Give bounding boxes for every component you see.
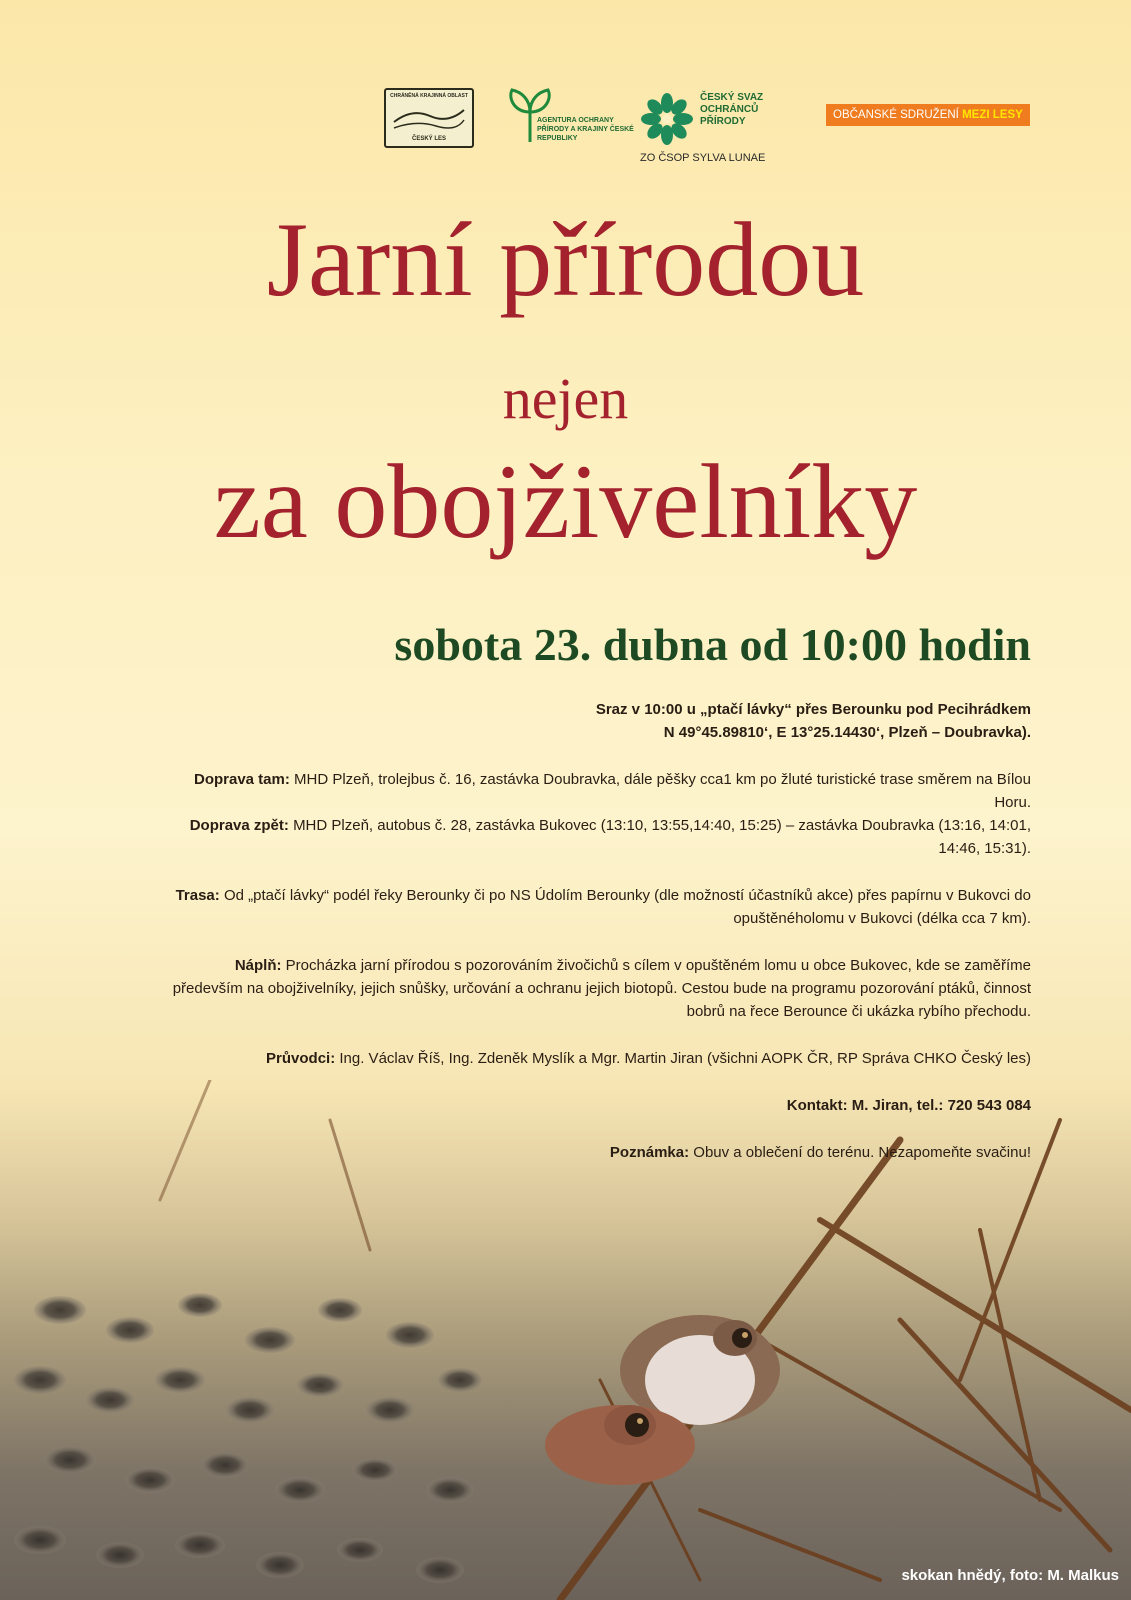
route-label: Trasa: — [175, 887, 220, 904]
guides-text: Ing. Václav Říš, Ing. Zdeněk Myslík a Mgr. Martin Jiran (všichni AOPK ČR, RP Správa CHKO Český les) — [339, 1050, 1031, 1067]
frogs — [545, 1315, 780, 1485]
program-text: Procházka jarní přírodou s pozorováním živočichů s cílem v opuštěném lomu u obce Bukovec, kde se zaměříme především na obojživelníky, jejich snůšky, určování a ochranu jejich biotopů. Cestou bude na programu pozorování ptáků, činnost bobrů na řece Berounce či ukázka rybího přechodu. — [172, 957, 1031, 1020]
mezi-lesy-logo — [826, 104, 1030, 126]
program — [171, 954, 1031, 1023]
photo-credit: skokan hnědý, foto: M. Malkus — [901, 1567, 1119, 1584]
chko-logo-top-text: CHRÁNĚNÁ KRAJINNÁ OBLAST — [390, 93, 468, 99]
contact — [171, 1094, 1031, 1117]
note — [171, 1141, 1031, 1164]
title-line-2: nejen — [502, 366, 629, 431]
transport — [171, 768, 1031, 860]
guides-label: Průvodci: — [266, 1050, 336, 1067]
meeting-line-1: Sraz v 10:00 u „ptačí lávky“ přes Berounku pod Pecihrádkem — [595, 701, 1031, 718]
program-label: Náplň: — [234, 957, 282, 974]
meeting-line-2: N 49°45.89810‘, E 13°25.14430‘, Plzeň – Doubravka). — [663, 724, 1031, 741]
note-text: Obuv a oblečení do terénu. Nezapomeňte svačinu! — [693, 1144, 1031, 1161]
transport-there-text: MHD Plzeň, trolejbus č. 16, zastávka Doubravka, dále pěšky cca1 km po žluté turistické trase směrem na Bílou Horu. — [294, 771, 1031, 811]
title-line-3: za obojživelníky — [213, 443, 918, 560]
csop-logo-subtext: ZO ČSOP SYLVA LUNAE — [640, 152, 766, 164]
transport-there-label: Doprava tam: — [193, 771, 290, 788]
mezi-lesy-name: MEZI LESY — [962, 109, 1023, 121]
partner-logos — [380, 86, 1040, 176]
csop-logo — [640, 92, 790, 172]
frog-spawn — [14, 1293, 482, 1583]
csop-logo-text: ČESKÝ SVAZ OCHRÁNCŮ PŘÍRODY — [700, 92, 764, 127]
event-date: sobota 23. dubna od 10:00 hodin — [394, 619, 1031, 670]
flower-icon — [640, 92, 694, 146]
transport-back-label: Doprava zpět: — [189, 817, 289, 834]
aopk-logo — [504, 86, 634, 156]
guides — [171, 1047, 1031, 1070]
meeting-point — [171, 698, 1031, 744]
chko-cesky-les-logo — [384, 88, 474, 148]
title-line-1: Jarní přírodou — [266, 201, 865, 318]
mezi-lesy-prefix: OBČANSKÉ SDRUŽENÍ — [833, 109, 959, 121]
aopk-logo-text: AGENTURA OCHRANY PŘÍRODY A KRAJINY ČESKÉ REPUBLIKY — [537, 117, 634, 142]
transport-back-text: MHD Plzeň, autobus č. 28, zastávka Bukovec (13:10, 13:55,14:40, 15:25) – zastávka Doubravka (13:16, 14:01, 14:46, 15:31). — [293, 817, 1031, 857]
note-label: Poznámka: — [609, 1144, 690, 1161]
route — [171, 884, 1031, 930]
route-text: Od „ptačí lávky“ podél řeky Berounky či po NS Údolím Berounky (dle možností účastníků akce) přes papírnu v Bukovci do opuštěnéholomu v Bukovci (délka cca 7 km). — [223, 887, 1031, 927]
chko-logo-bottom-text: ČESKÝ LES — [411, 136, 446, 142]
contact-text: Kontakt: M. Jiran, tel.: 720 543 084 — [786, 1097, 1031, 1114]
event-details — [171, 698, 1031, 1188]
